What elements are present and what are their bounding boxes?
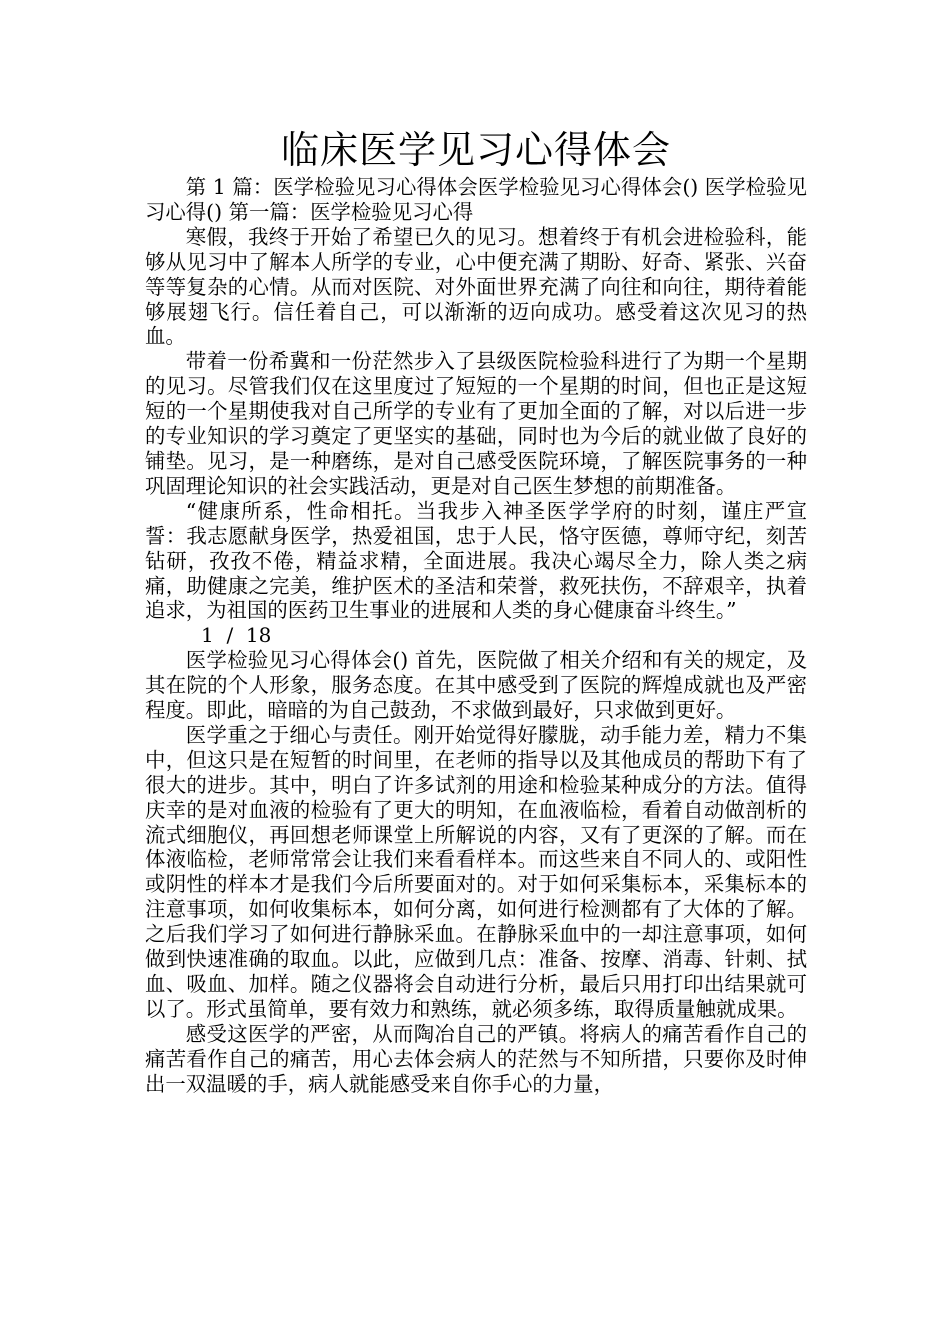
paragraph-winter-break: 寒假，我终于开始了希望已久的见习。想着终于有机会进检验科，能够从见习中了解本人所学的专业，心中便充满了期盼、好奇、紧张、兴奋等等复杂的心情。从而对医院、对外面世界充满了向往和向往，期待着能够展翅飞行。信任着自己，可以渐渐的迈向成功。感受着这次见习的热血。 — [145, 224, 807, 349]
paragraph-hospital-intro: 医学检验见习心得体会() 首先，医院做了相关介绍和有关的规定，及其在院的个人形象，服务态度。在其中感受到了医院的辉煌成就也及严密程度。即此，暗暗的为自己鼓劲，不求做到最好，只求做到更好。 — [145, 648, 807, 723]
document-title: 临床医学见习心得体会 — [280, 128, 671, 172]
page-number: 1 / 18 — [201, 623, 272, 648]
paragraph-rigor: 感受这医学的严密，从而陶冶自己的严镇。将病人的痛苦看作自己的痛苦看作自己的痛苦，用心去体会病人的茫然与不知所措，只要你及时伸出一双温暖的手，病人就能感受来自你手心的力量， — [145, 1021, 807, 1096]
paragraph-oath: “健康所系，性命相托。当我步入神圣医学学府的时刻，谨庄严宣誓：我志愿献身医学，热爱祖国，忠于人民，恪守医德，尊师守纪，刻苦钻研，孜孜不倦，精益求精，全面进展。我决心竭尽全力，除人类之病痛，助健康之完美，维护医术的圣洁和荣誉，救死扶伤，不辞艰辛，执着追求，为祖国的医药卫生事业的进展和人类的身心健康奋斗终生。” — [145, 498, 807, 623]
paragraph-care-responsibility: 医学重之于细心与责任。刚开始觉得好朦胧，动手能力差，精力不集中，但这只是在短暂的时间里，在老师的指导以及其他成员的帮助下有了很大的进步。其中，明白了许多试剂的用途和检验某种成分的方法。值得庆幸的是对血液的检验有了更大的明知，在血液临检，看着自动做剖析的流式细胞仪，再回想老师课堂上所解说的内容，又有了更深的了解。而在体液临检，老师常常会让我们来看看样本。而这些来自不同人的、或阳性或阴性的样本才是我们今后所要面对的。对于如何采集标本，采集标本的注意事项，如何收集标本，如何分离，如何进行检测都有了大体的了解。之后我们学习了如何进行静脉采血。在静脉采血中的一却注意事项，如何做到快速准确的取血。以此，应做到几点：准备、按摩、消毒、针刺、拭血、吸血、加样。随之仪器将会自动进行分析，最后只用打印出结果就可以了。形式虽简单，要有效力和熟练，就必须多练，取得质量触就成果。 — [145, 722, 807, 1021]
document-page — [145, 125, 807, 1097]
paragraph-county-hospital: 带着一份希冀和一份茫然步入了县级医院检验科进行了为期一个星期的见习。尽管我们仅在这里度过了短短的一个星期的时间，但也正是这短短的一个星期使我对自己所学的专业有了更加全面的了解，对以后进一步的专业知识的学习奠定了更坚实的基础，同时也为今后的就业做了良好的铺垫。见习，是一种磨练，是对自己感受医院环境，了解医院事务的一种巩固理论知识的社会实践活动，更是对自己医生梦想的前期准备。 — [145, 349, 807, 498]
paragraph-intro: 第 1 篇：医学检验见习心得体会医学检验见习心得体会() 医学检验见习心得() 第一篇：医学检验见习心得 — [145, 175, 807, 224]
